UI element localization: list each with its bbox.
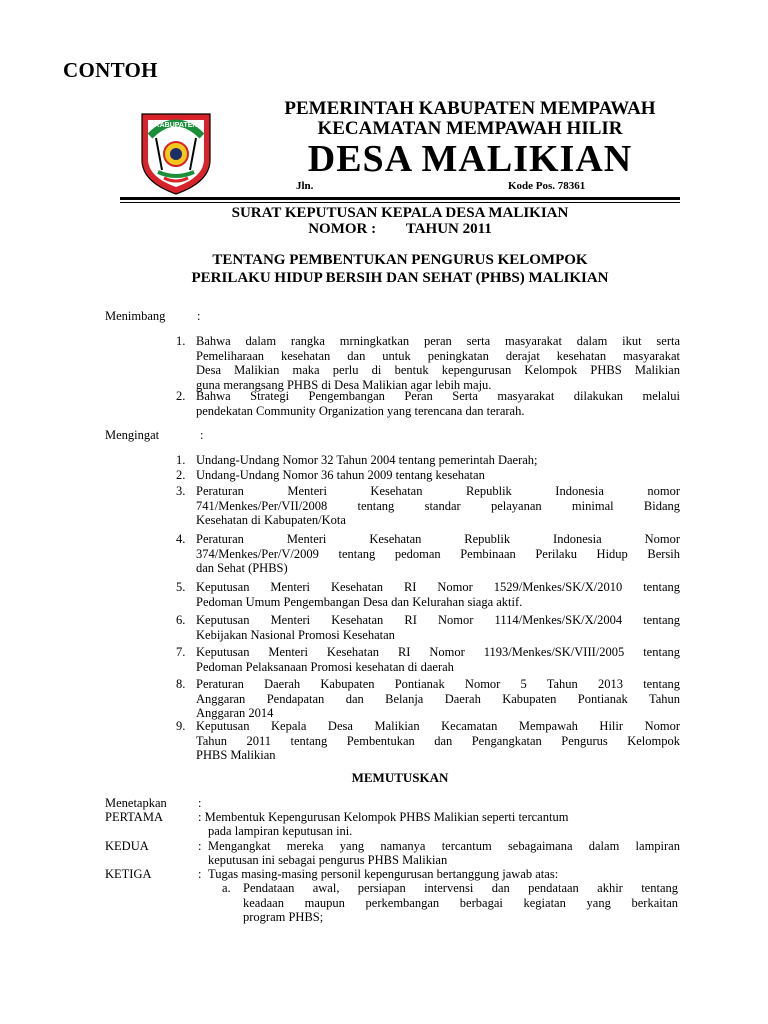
item-line: Undang-Undang Nomor 36 tahun 2009 tentang kesehatan — [196, 468, 485, 482]
item-line: program PHBS; — [243, 910, 324, 925]
item-line: Pedoman Umum Pengembangan Desa dan Kelurahan siaga aktif. — [196, 594, 523, 609]
item-line: Kesehatan di Kabupaten/Kota — [196, 513, 346, 528]
item-line: Kebijakan Nasional Promosi Kesehatan — [196, 627, 395, 642]
memutuskan-heading: MEMUTUSKAN — [351, 770, 449, 785]
item-line: 374/Menkes/Per/V/2009 tentang pedoman Pembinaan Perilaku Hidup Bersih — [196, 546, 680, 561]
item-line: Anggaran Pendapatan dan Belanja Daerah Kabupaten Pontianak Tahun — [196, 691, 680, 706]
government-name: PEMERINTAH KABUPATEN MEMPAWAH — [284, 98, 656, 119]
district-name: KECAMATAN MEMPAWAH HILIR — [317, 118, 623, 139]
decree-subject-line1: TENTANG PEMBENTUKAN PENGURUS KELOMPOK — [212, 252, 588, 268]
item-line: Keputusan Menteri Kesehatan RI Nomor 1114/Menkes/SK/X/2004 tentang — [196, 613, 680, 627]
ketiga-colon: : — [198, 867, 202, 881]
item-line: Keputusan Menteri Kesehatan RI Nomor 1529/Menkes/SK/X/2010 tentang — [196, 580, 680, 594]
item-line: keadaan maupun perkembangan berbagai kegiatan yang berkaitan — [243, 895, 678, 910]
item-line: dan Sehat (PHBS) — [196, 561, 288, 576]
item-number: 8. — [176, 677, 186, 691]
item-number: 4. — [176, 532, 186, 546]
kedua-label: KEDUA — [105, 839, 149, 853]
decree-number: NOMOR : TAHUN 2011 — [308, 221, 492, 237]
item-line: Keputusan Menteri Kesehatan RI Nomor 1193/Menkes/SK/VIII/2005 tentang — [196, 645, 680, 659]
mengingat-colon: : — [200, 428, 204, 442]
ketiga-line: Tugas masing-masing personil kepengurusan bertanggung jawab atas: — [208, 867, 559, 881]
kedua-line-2: keputusan ini sebagai pengurus PHBS Malikian — [208, 853, 448, 867]
item-number: 9. — [176, 719, 186, 733]
item-number: 7. — [176, 645, 186, 659]
item-number: 6. — [176, 613, 186, 627]
menetapkan-colon: : — [198, 796, 202, 810]
village-name: DESA MALIKIAN — [307, 138, 633, 180]
regency-logo — [136, 108, 216, 198]
item-line: Tahun 2011 tentang Pembentukan dan Pengangkatan Pengurus Kelompok — [196, 733, 680, 748]
item-line: Pedoman Pelaksanaan Promosi kesehatan di daerah — [196, 659, 454, 674]
menetapkan-label: Menetapkan — [105, 796, 167, 810]
item-number: 2. — [176, 389, 186, 403]
item-number: 2. — [176, 468, 186, 482]
item-line: Keputusan Kepala Desa Malikian Kecamatan Mempawah Hilir Nomor — [196, 719, 680, 733]
item-line: Bahwa Strategi Pengembangan Peran Serta masyarakat dilakukan melalui — [196, 389, 680, 403]
menimbang-label: Menimbang — [105, 309, 166, 323]
pertama-line-1: : Membentuk Kepengurusan Kelompok PHBS Malikian seperti tercantum — [198, 810, 569, 824]
header-rule-thick — [120, 197, 680, 200]
item-line: pendekatan Community Organization yang terencana dan terarah. — [196, 403, 525, 418]
item-number: 1. — [176, 334, 186, 348]
logo-text: KABUPATEN — [154, 122, 198, 129]
item-line: Undang-Undang Nomor 32 Tahun 2004 tentang pemerintah Daerah; — [196, 453, 538, 467]
item-line: guna merangsang PHBS di Desa Malikian agar lebih maju. — [196, 377, 492, 392]
ketiga-sub-text — [243, 881, 678, 925]
item-line: Peraturan Daerah Kabupaten Pontianak Nomor 5 Tahun 2013 tentang — [196, 677, 680, 691]
item-line: Pemeliharaan kesehatan dan untuk peningkatan derajat kesehatan masyarakat — [196, 348, 680, 363]
ketiga-sub-number: a. — [222, 881, 231, 895]
postal-code: Kode Pos. 78361 — [508, 180, 586, 192]
item-number: 5. — [176, 580, 186, 594]
pertama-line-2: pada lampiran keputusan ini. — [208, 824, 353, 838]
kedua-colon: : — [198, 839, 202, 853]
item-line: Desa Malikian maka perlu di bentuk kepengurusan Kelompok PHBS Malikian — [196, 363, 680, 378]
header-rule-thin — [120, 202, 680, 203]
kedua-line-1: Mengangkat mereka yang namanya tercantum sebagaimana dalam lampiran — [208, 839, 680, 853]
decree-title: SURAT KEPUTUSAN KEPALA DESA MALIKIAN — [231, 205, 569, 221]
item-line: Peraturan Menteri Kesehatan Republik Indonesia Nomor — [196, 532, 680, 546]
item-line: PHBS Malikian — [196, 748, 276, 763]
watermark-label: CONTOH — [63, 58, 158, 82]
item-line: Bahwa dalam rangka mrningkatkan peran serta masyarakat dalam ikut serta — [196, 334, 680, 348]
item-line: 741/Menkes/Per/VII/2008 tentang standar pelayanan minimal Bidang — [196, 498, 680, 513]
ketiga-label: KETIGA — [105, 867, 152, 881]
decree-subject-line2: PERILAKU HIDUP BERSIH DAN SEHAT (PHBS) MALIKIAN — [191, 270, 609, 286]
menimbang-colon: : — [197, 309, 201, 323]
address-label: Jln. — [296, 180, 314, 192]
item-line: Pendataan awal, persiapan intervensi dan pendataan akhir tentang — [243, 881, 678, 895]
mengingat-label: Mengingat — [105, 428, 160, 442]
item-line: Peraturan Menteri Kesehatan Republik Indonesia nomor — [196, 484, 680, 498]
item-number: 3. — [176, 484, 186, 498]
item-line: Anggaran 2014 — [196, 706, 274, 721]
item-number: 1. — [176, 453, 186, 467]
pertama-label: PERTAMA — [105, 810, 163, 824]
